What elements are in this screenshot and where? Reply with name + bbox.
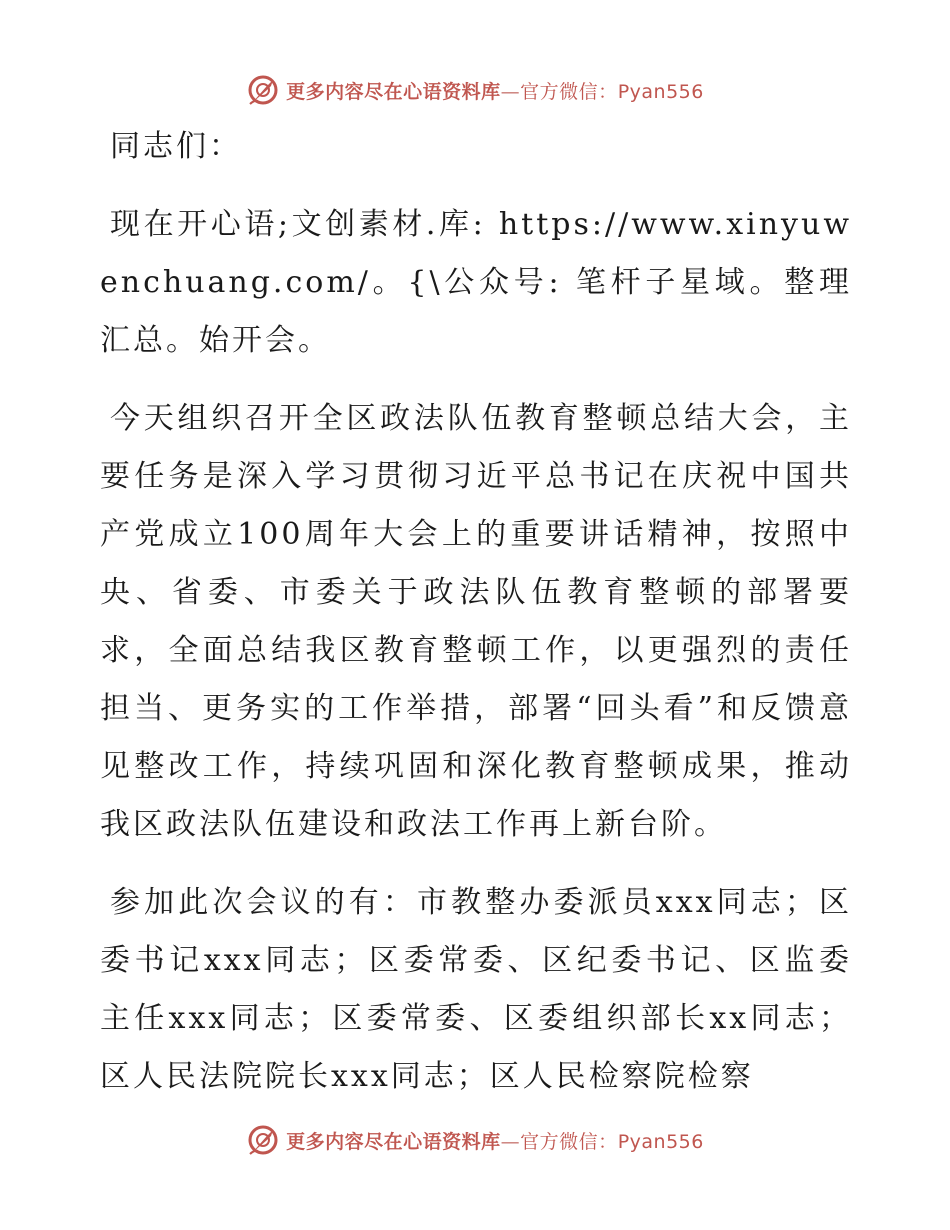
footer-site-name: 更多内容尽在心语资料库 [286,1130,501,1153]
ink-brush-logo-icon [246,1123,280,1157]
footer-contact-label: 官方微信： [520,1130,618,1153]
footer-text [286,1127,704,1154]
footer-separator: — [500,1130,521,1153]
footer-wechat-id: Pyan556 [617,1130,704,1153]
document-body [100,118,852,1126]
header-site-name: 更多内容尽在心语资料库 [286,80,501,103]
header-wechat-id: Pyan556 [617,80,704,103]
paragraph-intro: 现在开心语;文创素材.库: https://www.xinyuwenchuang.com/。{\公众号: 笔杆子星域。整理汇总。始开会。 [100,207,852,358]
header-banner [0,70,950,110]
header-text [286,77,704,104]
header-separator: — [500,80,521,103]
ink-brush-logo-icon [246,73,280,107]
header-contact-label: 官方微信： [520,80,618,103]
paragraph-purpose: 今天组织召开全区政法队伍教育整顿总结大会，主要任务是深入学习贯彻习近平总书记在庆祝中国共产党成立100周年大会上的重要讲话精神，按照中央、省委、市委关于政法队伍教育整顿的部署要求，全面总结我区教育整顿工作，以更强烈的责任担当、更务实的工作举措，部署“回头看”和反馈意见整改工作，持续巩固和深化教育整顿成果，推动我区政法队伍建设和政法工作再上新台阶。 [100,401,852,842]
paragraph-attendees: 参加此次会议的有：市教整办委派员xxx同志；区委书记xxx同志；区委常委、区纪委书记、区监委主任xxx同志；区委常委、区委组织部长xx同志；区人民法院院长xxx同志；区人民检察院检察 [100,885,852,1094]
footer-banner [0,1120,950,1160]
greeting: 同志们： [110,129,242,164]
